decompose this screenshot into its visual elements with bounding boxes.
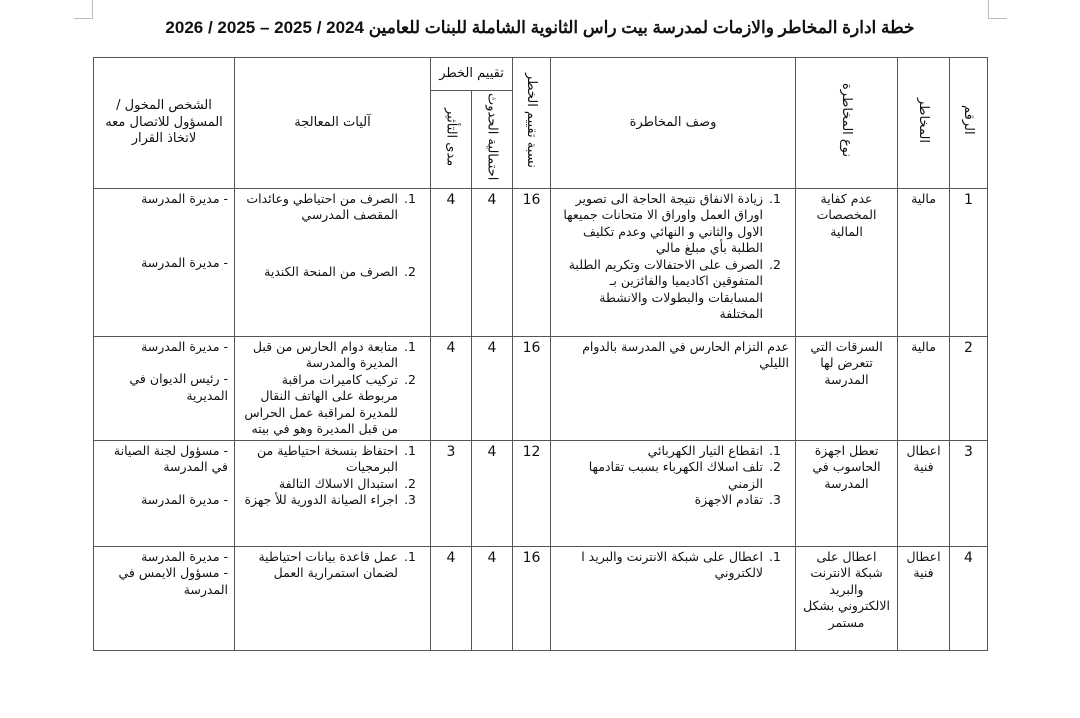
probability: 4 — [472, 546, 513, 650]
header-assessment-group: تقييم الخطر — [431, 58, 513, 91]
table-row — [94, 546, 988, 650]
header-risks: المخاطر — [898, 58, 950, 189]
risk-type: عدم كفاية المخصصات المالية — [796, 188, 898, 336]
responsible: - مديرة المدرسة - مديرة المدرسة — [94, 188, 235, 336]
risk-description: 1. انقطاع التيار الكهربائي 2. تلف اسلاك الكهرباء بسبب تقادمها الزمني 3. تقادم الاجهزة — [551, 440, 796, 546]
row-number: 1 — [950, 188, 988, 336]
treatment: 1. احتفاظ بنسخة احتياطية من البرمجيات 2. استبدال الاسلاك التالفة 3. اجراء الصيانة الدورية للأ جهزة — [235, 440, 431, 546]
table-row — [94, 336, 988, 440]
risk-score: 16 — [513, 546, 551, 650]
header-score: نسبة تقييم الخطر — [513, 58, 551, 189]
row-number: 3 — [950, 440, 988, 546]
treatment: 1. متابعة دوام الحارس من قبل المديرة والمدرسة 2. تركيب كاميرات مراقبة مربوطة على الهاتف النقال للمديرة لمراقبة عمل الحراس من قبل المديرة وهو في بيته — [235, 336, 431, 440]
risk-score: 12 — [513, 440, 551, 546]
risk-description: 1. زيادة الانفاق نتيجة الحاجة الى تصوير اوراق العمل واوراق الا متحانات جميعها الاول والثاني و النهائي وعدم تكليف الطلبة بأي مبلغ مالي 2. الصرف على الاحتفالات وتكريم الطلبة المتفوقين اكاديميا والفائزين بـ المسابقات والبطولات والانشطة المختلفة — [551, 188, 796, 336]
row-number: 4 — [950, 546, 988, 650]
impact: 4 — [431, 188, 472, 336]
risk-score: 16 — [513, 336, 551, 440]
probability: 4 — [472, 336, 513, 440]
impact: 3 — [431, 440, 472, 546]
header-probability: احتمالية الحدوث — [472, 91, 513, 189]
risk-type: السرقات التي تتعرض لها المدرسة — [796, 336, 898, 440]
crop-mark-left — [74, 0, 93, 19]
row-number: 2 — [950, 336, 988, 440]
treatment: 1. الصرف من احتياطي وعائدات المقصف المدرسي 2. الصرف من المنحة الكندية — [235, 188, 431, 336]
header-responsible: الشخص المخول / المسؤول للاتصال معه لاتخاذ القرار — [94, 58, 235, 189]
header-number: الرقم — [950, 58, 988, 189]
responsible: - مديرة المدرسة - رئيس الديوان في المديرية — [94, 336, 235, 440]
risk-description: 1. اعطال على شبكة الانترنت والبريد ا لالكتروني — [551, 546, 796, 650]
table-row — [94, 188, 988, 336]
risk-description: عدم التزام الحارس في المدرسة بالدوام الليلي — [551, 336, 796, 440]
probability: 4 — [472, 188, 513, 336]
header-treatment: آليات المعالجة — [235, 58, 431, 189]
risk-category: اعطال فنية — [898, 440, 950, 546]
treatment: 1. عمل قاعدة بيانات احتياطية لضمان استمرارية العمل — [235, 546, 431, 650]
responsible: - مسؤول لجنة الصيانة في المدرسة - مديرة المدرسة — [94, 440, 235, 546]
header-impact: مدى التأثير — [431, 91, 472, 189]
risk-category: مالية — [898, 336, 950, 440]
responsible: - مديرة المدرسة - مسؤول الايمس في المدرسة — [94, 546, 235, 650]
crop-mark-right — [988, 0, 1007, 19]
header-risk-type: نوع المخاطرة — [796, 58, 898, 189]
document-title: خطة ادارة المخاطر والازمات لمدرسة بيت راس الثانوية الشاملة للبنات للعامين 2024 / 2025 – 2025 / 2026 — [165, 18, 915, 37]
probability: 4 — [472, 440, 513, 546]
risk-management-table — [93, 57, 988, 651]
risk-score: 16 — [513, 188, 551, 336]
risk-type: اعطال على شبكة الانترنت والبريد الالكتروني بشكل مستمر — [796, 546, 898, 650]
header-description: وصف المخاطرة — [551, 58, 796, 189]
risk-category: اعطال فنية — [898, 546, 950, 650]
impact: 4 — [431, 546, 472, 650]
impact: 4 — [431, 336, 472, 440]
risk-type: تعطل اجهزة الحاسوب في المدرسة — [796, 440, 898, 546]
risk-category: مالية — [898, 188, 950, 336]
table-row — [94, 440, 988, 546]
